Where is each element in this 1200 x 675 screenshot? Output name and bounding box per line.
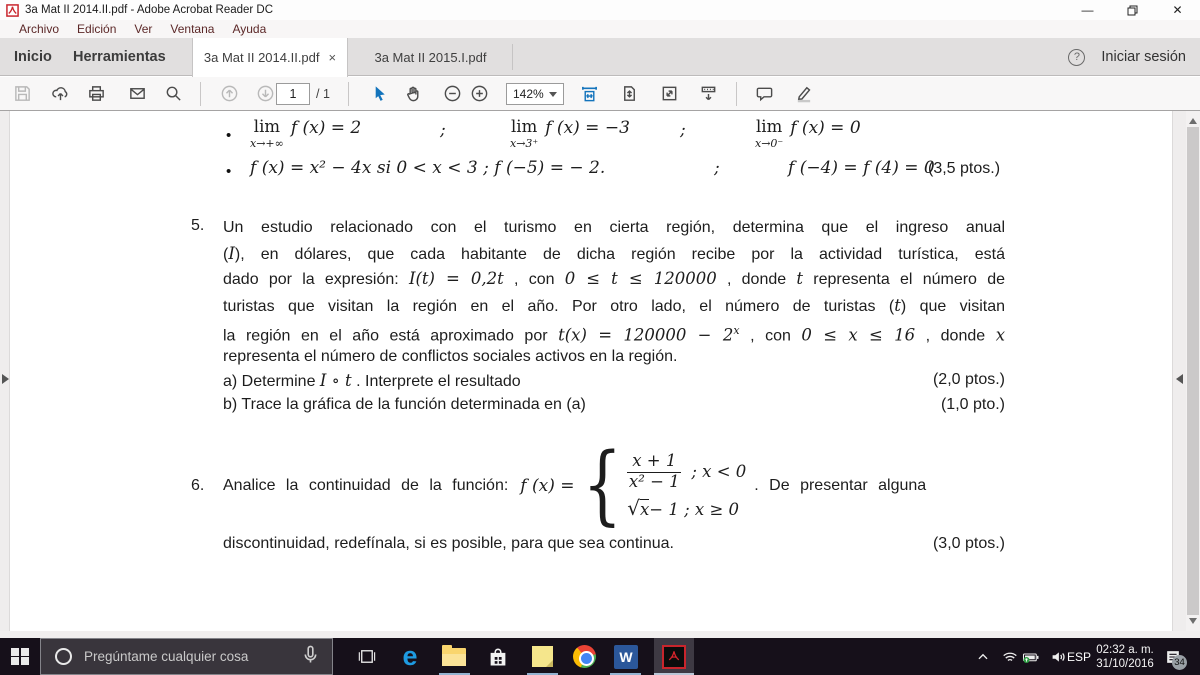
taskbar-item-store[interactable] bbox=[480, 638, 516, 675]
microphone-icon[interactable] bbox=[299, 643, 322, 671]
window-title: 3a Mat II 2014.II.pdf - Adobe Acrobat Reader DC bbox=[25, 4, 274, 16]
semicolon: ; bbox=[714, 158, 720, 178]
language-indicator[interactable] bbox=[1064, 638, 1094, 675]
lim-sub: x→3⁺ bbox=[510, 136, 539, 150]
hand-tool-icon[interactable] bbox=[401, 82, 425, 106]
q5-item-b bbox=[223, 396, 1005, 414]
battery-icon bbox=[1022, 648, 1040, 666]
tab-herramientas[interactable]: Herramientas bbox=[73, 49, 166, 65]
math-limit-1 bbox=[250, 119, 361, 149]
scroll-down-icon[interactable] bbox=[1189, 618, 1197, 624]
lim-sub: x→+∞ bbox=[250, 136, 284, 150]
bullet-icon: • bbox=[226, 127, 232, 144]
minimize-button[interactable]: — bbox=[1081, 3, 1094, 17]
right-panel-strip bbox=[1172, 111, 1186, 631]
toolbar-separator bbox=[200, 82, 201, 106]
piecewise-rows bbox=[627, 452, 746, 521]
windows-logo-icon bbox=[11, 648, 29, 666]
email-icon[interactable] bbox=[125, 82, 149, 106]
points-label: (3,0 ptos.) bbox=[932, 535, 1005, 552]
next-page-icon[interactable] bbox=[253, 82, 277, 106]
comment-icon[interactable] bbox=[752, 82, 776, 106]
math-fx: f (x) = bbox=[520, 476, 575, 496]
cortana-search-box[interactable] bbox=[40, 638, 333, 675]
lim-expr: f (x) = 2 bbox=[290, 118, 362, 138]
question-number: 5. bbox=[191, 217, 205, 234]
close-tab-icon[interactable]: × bbox=[328, 50, 337, 65]
action-center-icon bbox=[1164, 648, 1185, 668]
q5-item-a-text: a) Determine I ∘ t . Interprete el resultado bbox=[223, 371, 521, 390]
chevron-down-icon bbox=[549, 92, 557, 97]
tab-inicio[interactable]: Inicio bbox=[14, 49, 52, 65]
bottom-strip bbox=[0, 631, 1200, 638]
lim-word: lim bbox=[253, 117, 280, 136]
doc-tab-label: 3a Mat II 2014.II.pdf bbox=[203, 50, 320, 65]
semicolon: ; bbox=[440, 120, 446, 140]
doc-tab-active[interactable] bbox=[192, 38, 348, 77]
menu-ventana[interactable]: Ventana bbox=[170, 22, 215, 36]
math-limit-3 bbox=[755, 119, 861, 149]
zoom-out-icon[interactable] bbox=[440, 82, 464, 106]
menu-bar bbox=[0, 20, 1200, 38]
q6-main-line bbox=[223, 437, 1005, 535]
q6-last-line bbox=[223, 535, 1005, 553]
q5-item-b-text: b) Trace la gráfica de la función determinada en (a) bbox=[223, 396, 586, 413]
menu-archivo[interactable]: Archivo bbox=[19, 22, 60, 36]
show-nav-panel-icon[interactable] bbox=[2, 374, 9, 384]
lim-word: lim bbox=[756, 117, 783, 136]
save-icon[interactable] bbox=[10, 82, 34, 106]
points-label: (1,0 pto.) bbox=[940, 396, 1005, 413]
fraction bbox=[627, 452, 681, 492]
sign-in-button[interactable]: Iniciar sesión bbox=[1101, 49, 1186, 65]
doc-tab-label: 3a Mat II 2015.I.pdf bbox=[374, 49, 487, 65]
search-placeholder: Pregúntame cualquier cosa bbox=[84, 649, 249, 664]
toolbar-separator bbox=[736, 82, 737, 106]
math-expression: f (x) = x² − 4x si 0 < x < 3 ; f (−5) = − 2. bbox=[250, 158, 606, 178]
store-icon bbox=[487, 646, 509, 668]
fit-width-icon[interactable] bbox=[577, 82, 601, 106]
highlight-icon[interactable] bbox=[791, 82, 815, 106]
lim-word: lim bbox=[511, 117, 538, 136]
question-number: 6. bbox=[191, 477, 205, 494]
battery-status[interactable] bbox=[1016, 638, 1046, 675]
menu-ayuda[interactable]: Ayuda bbox=[232, 22, 267, 36]
piecewise-brace: { bbox=[582, 435, 622, 536]
start-button[interactable] bbox=[4, 638, 36, 675]
points-label: (3,5 ptos.) bbox=[928, 160, 1001, 177]
q5-line: turistas que visitan la región en el año. Por otro lado, el número de turistas (t) que visitan bbox=[223, 296, 1005, 315]
lim-expr: f (x) = 0 bbox=[790, 118, 861, 138]
lim-sub: x→0⁻ bbox=[755, 136, 784, 150]
page-number-input[interactable]: 1 bbox=[276, 83, 310, 105]
piecewise-row-2 bbox=[627, 496, 746, 520]
fit-page-icon[interactable] bbox=[617, 82, 641, 106]
task-view-icon bbox=[356, 646, 377, 667]
tray-expand-button[interactable] bbox=[968, 638, 998, 675]
task-view-button[interactable] bbox=[348, 638, 384, 675]
q6-last-text: discontinuidad, redefínala, si es posible, para que sea continua. bbox=[223, 535, 674, 552]
taskbar-item-chrome[interactable] bbox=[566, 638, 602, 675]
q5-line: Un estudio relacionado con el turismo en cierta región, determina que el ingreso anual bbox=[223, 219, 1005, 236]
scroll-up-icon[interactable] bbox=[1189, 118, 1197, 124]
zoom-in-icon[interactable] bbox=[467, 82, 491, 106]
file-explorer-icon bbox=[442, 648, 466, 666]
show-tools-panel-icon[interactable] bbox=[1176, 374, 1183, 384]
taskbar-item-acrobat-active[interactable] bbox=[654, 638, 694, 675]
q5-line: dado por la expresión: I(t) = 0,2t , con 0 ≤ t ≤ 120000 , donde t representa el número de bbox=[223, 269, 1005, 288]
math-limit-2 bbox=[510, 119, 630, 149]
clock[interactable] bbox=[1092, 638, 1158, 675]
close-button[interactable]: ✕ bbox=[1172, 3, 1183, 17]
edge-icon: e bbox=[402, 641, 418, 671]
fullscreen-icon[interactable] bbox=[657, 82, 681, 106]
tab-separator bbox=[512, 44, 513, 70]
page-total: / 1 bbox=[316, 87, 330, 101]
upload-cloud-icon[interactable] bbox=[48, 82, 72, 106]
left-panel-strip bbox=[0, 111, 10, 631]
taskbar-item-explorer[interactable] bbox=[436, 638, 472, 675]
tab-bar bbox=[0, 38, 1200, 76]
acrobat-app-icon bbox=[6, 4, 19, 17]
lim-expr: f (x) = −3 bbox=[545, 118, 630, 138]
tray-date: 31/10/2016 bbox=[1096, 657, 1154, 670]
doc-tab-inactive[interactable] bbox=[349, 38, 512, 76]
document-viewer bbox=[0, 111, 1200, 638]
taskbar bbox=[0, 638, 1200, 675]
acrobat-reader-icon bbox=[662, 645, 686, 669]
previous-page-icon[interactable] bbox=[217, 82, 241, 106]
title-bar bbox=[0, 0, 1200, 20]
points-label: (2,0 ptos.) bbox=[932, 371, 1005, 388]
print-icon[interactable] bbox=[84, 82, 108, 106]
help-icon[interactable]: ? bbox=[1068, 49, 1085, 66]
q6-outro: . De presentar alguna bbox=[754, 477, 927, 494]
tray-time: 02:32 a. m. bbox=[1096, 643, 1154, 656]
word-icon: W bbox=[614, 645, 638, 669]
bullet-icon: • bbox=[226, 163, 232, 180]
scrollbar-thumb[interactable] bbox=[1187, 127, 1199, 615]
sqrt-icon: √ bbox=[627, 496, 640, 521]
q5-line: representa el número de conflictos sociales activos en la región. bbox=[223, 348, 678, 365]
zoom-level-dropdown[interactable] bbox=[506, 83, 564, 105]
toolbar-panel-icon[interactable] bbox=[696, 82, 720, 106]
radicand: x bbox=[639, 500, 650, 520]
taskbar-item-notes[interactable] bbox=[524, 638, 560, 675]
toolbar bbox=[0, 77, 1200, 111]
menu-edicion[interactable]: Edición bbox=[77, 22, 117, 36]
chevron-up-icon bbox=[974, 648, 992, 666]
fraction-denominator: x² − 1 bbox=[628, 471, 680, 491]
language-label: ESP bbox=[1066, 649, 1091, 664]
cortana-icon bbox=[55, 648, 72, 665]
restore-button[interactable] bbox=[1110, 0, 1155, 20]
semicolon: ; bbox=[680, 120, 686, 140]
fraction-numerator: x + 1 bbox=[627, 452, 681, 473]
taskbar-item-edge[interactable] bbox=[392, 638, 428, 675]
q5-item-a bbox=[223, 371, 1005, 391]
vertical-scrollbar[interactable] bbox=[1186, 111, 1200, 631]
q5-line: (I), en dólares, que cada habitante de dicha región recibe por la actividad turística, está bbox=[223, 244, 1005, 263]
menu-ver[interactable]: Ver bbox=[134, 22, 153, 36]
toolbar-separator bbox=[348, 82, 349, 106]
q6-intro: Analice la continuidad de la función: bbox=[223, 477, 509, 494]
piecewise-condition-2: − 1 ; x ≥ 0 bbox=[649, 500, 740, 520]
taskbar-item-word[interactable] bbox=[608, 638, 644, 675]
math-expression: f (−4) = f (4) = 0 bbox=[788, 158, 935, 178]
sticky-notes-icon bbox=[532, 646, 553, 667]
notification-badge: 34 bbox=[1172, 655, 1187, 670]
zoom-level-value: 142% bbox=[513, 87, 544, 101]
chrome-icon bbox=[573, 645, 596, 668]
piecewise-condition-1: ; x < 0 bbox=[691, 462, 747, 481]
q5-line: la región en el año está aproximado por $t(x) = 120000 - 2^x$ , con 0 ≤ x ≤ 16 , donde x bbox=[223, 324, 1005, 345]
search-icon[interactable] bbox=[161, 82, 185, 106]
select-tool-icon[interactable] bbox=[367, 82, 391, 106]
action-center-button[interactable] bbox=[1158, 638, 1188, 675]
